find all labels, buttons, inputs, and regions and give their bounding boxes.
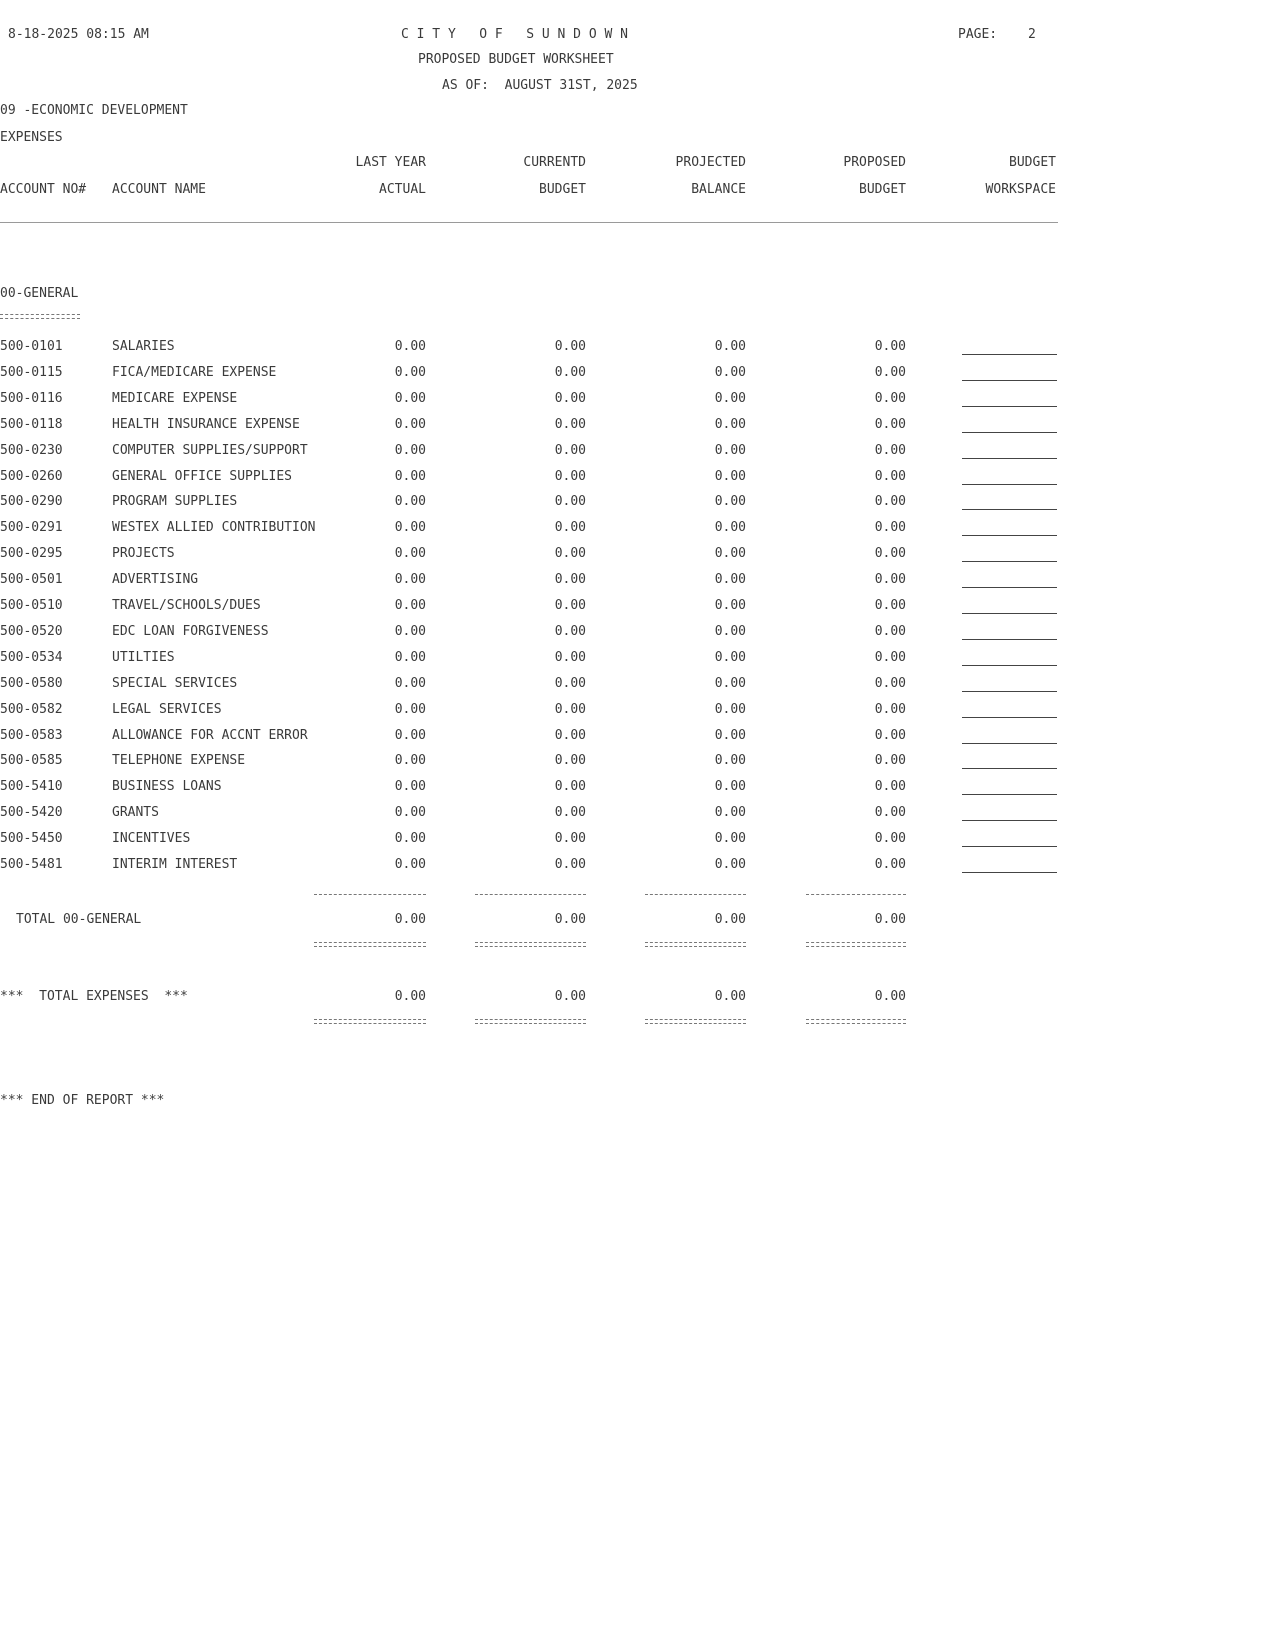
account-number: 500-0510 — [0, 598, 63, 613]
subtotal-rule-proposed — [806, 894, 906, 895]
grand-total-projected: 0.00 — [714, 989, 746, 1004]
col-header-account-no: ACCOUNT NO# — [0, 182, 87, 197]
last-year-actual: 0.00 — [394, 546, 426, 561]
workspace-entry-line[interactable] — [962, 406, 1057, 407]
account-number: 500-0582 — [0, 702, 63, 717]
section-name: EXPENSES — [0, 130, 63, 145]
proposed-budget: 0.00 — [874, 857, 906, 872]
header-divider — [0, 222, 1058, 223]
proposed-budget: 0.00 — [874, 572, 906, 587]
current-budget: 0.00 — [554, 857, 586, 872]
col-header-budget: BUDGET — [539, 182, 586, 197]
current-budget: 0.00 — [554, 494, 586, 509]
projected-balance: 0.00 — [714, 391, 746, 406]
projected-balance: 0.00 — [714, 624, 746, 639]
last-year-actual: 0.00 — [394, 753, 426, 768]
report-title: PROPOSED BUDGET WORKSHEET — [418, 52, 614, 67]
account-name: COMPUTER SUPPLIES/SUPPORT — [112, 443, 308, 458]
proposed-budget: 0.00 — [874, 443, 906, 458]
account-number: 500-0115 — [0, 365, 63, 380]
current-budget: 0.00 — [554, 624, 586, 639]
account-number: 500-5420 — [0, 805, 63, 820]
proposed-budget: 0.00 — [874, 339, 906, 354]
last-year-actual: 0.00 — [394, 572, 426, 587]
grand-total-rule-projected — [645, 1019, 746, 1024]
current-budget: 0.00 — [554, 753, 586, 768]
account-name: ADVERTISING — [112, 572, 199, 587]
grand-total-last-year: 0.00 — [394, 989, 426, 1004]
projected-balance: 0.00 — [714, 728, 746, 743]
last-year-actual: 0.00 — [394, 831, 426, 846]
workspace-entry-line[interactable] — [962, 768, 1057, 769]
last-year-actual: 0.00 — [394, 443, 426, 458]
workspace-entry-line[interactable] — [962, 665, 1057, 666]
group-total-current: 0.00 — [554, 912, 586, 927]
projected-balance: 0.00 — [714, 753, 746, 768]
account-name: GENERAL OFFICE SUPPLIES — [112, 469, 293, 484]
group-underline — [0, 314, 80, 319]
proposed-budget: 0.00 — [874, 676, 906, 691]
subtotal-rule-projected — [645, 894, 746, 895]
workspace-entry-line[interactable] — [962, 432, 1057, 433]
workspace-entry-line[interactable] — [962, 484, 1057, 485]
account-name: FICA/MEDICARE EXPENSE — [112, 365, 277, 380]
group-total-rule-projected — [645, 942, 746, 947]
group-total-last-year: 0.00 — [394, 912, 426, 927]
current-budget: 0.00 — [554, 650, 586, 665]
current-budget: 0.00 — [554, 339, 586, 354]
projected-balance: 0.00 — [714, 779, 746, 794]
current-budget: 0.00 — [554, 469, 586, 484]
current-budget: 0.00 — [554, 831, 586, 846]
col-header-workspace: BUDGET — [1009, 155, 1056, 170]
last-year-actual: 0.00 — [394, 598, 426, 613]
group-total-label: TOTAL 00-GENERAL — [16, 912, 142, 927]
workspace-entry-line[interactable] — [962, 509, 1057, 510]
workspace-entry-line[interactable] — [962, 613, 1057, 614]
department-name: 09 -ECONOMIC DEVELOPMENT — [0, 103, 188, 118]
account-name: TRAVEL/SCHOOLS/DUES — [112, 598, 261, 613]
account-name: PROJECTS — [112, 546, 175, 561]
last-year-actual: 0.00 — [394, 391, 426, 406]
grand-total-label: *** TOTAL EXPENSES *** — [0, 989, 188, 1004]
col-header-balance: BALANCE — [691, 182, 746, 197]
current-budget: 0.00 — [554, 443, 586, 458]
proposed-budget: 0.00 — [874, 391, 906, 406]
proposed-budget: 0.00 — [874, 805, 906, 820]
projected-balance: 0.00 — [714, 676, 746, 691]
account-name: SALARIES — [112, 339, 175, 354]
proposed-budget: 0.00 — [874, 598, 906, 613]
projected-balance: 0.00 — [714, 572, 746, 587]
current-budget: 0.00 — [554, 805, 586, 820]
account-number: 500-0230 — [0, 443, 63, 458]
col-header-proposed-budget: BUDGET — [859, 182, 906, 197]
col-header-workspace-2: WORKSPACE — [985, 182, 1056, 197]
proposed-budget: 0.00 — [874, 469, 906, 484]
col-header-projected: PROJECTED — [675, 155, 746, 170]
account-name: UTILTIES — [112, 650, 175, 665]
workspace-entry-line[interactable] — [962, 717, 1057, 718]
account-number: 500-0585 — [0, 753, 63, 768]
last-year-actual: 0.00 — [394, 650, 426, 665]
current-budget: 0.00 — [554, 365, 586, 380]
projected-balance: 0.00 — [714, 598, 746, 613]
group-total-rule-last-year — [314, 942, 426, 947]
grand-total-rule-current — [475, 1019, 586, 1024]
col-header-proposed: PROPOSED — [843, 155, 906, 170]
proposed-budget: 0.00 — [874, 520, 906, 535]
last-year-actual: 0.00 — [394, 339, 426, 354]
subtotal-rule-last-year — [314, 894, 426, 895]
projected-balance: 0.00 — [714, 365, 746, 380]
account-number: 500-0101 — [0, 339, 63, 354]
account-number: 500-0295 — [0, 546, 63, 561]
account-name: HEALTH INSURANCE EXPENSE — [112, 417, 300, 432]
proposed-budget: 0.00 — [874, 831, 906, 846]
proposed-budget: 0.00 — [874, 753, 906, 768]
last-year-actual: 0.00 — [394, 676, 426, 691]
account-number: 500-0290 — [0, 494, 63, 509]
last-year-actual: 0.00 — [394, 520, 426, 535]
page-number: 2 — [1028, 27, 1036, 42]
current-budget: 0.00 — [554, 728, 586, 743]
current-budget: 0.00 — [554, 572, 586, 587]
projected-balance: 0.00 — [714, 857, 746, 872]
last-year-actual: 0.00 — [394, 805, 426, 820]
workspace-entry-line[interactable] — [962, 561, 1057, 562]
col-header-current: CURRENTD — [523, 155, 586, 170]
col-header-account-name: ACCOUNT NAME — [112, 182, 206, 197]
current-budget: 0.00 — [554, 702, 586, 717]
workspace-entry-line[interactable] — [962, 846, 1057, 847]
account-name: INCENTIVES — [112, 831, 191, 846]
projected-balance: 0.00 — [714, 650, 746, 665]
proposed-budget: 0.00 — [874, 702, 906, 717]
proposed-budget: 0.00 — [874, 546, 906, 561]
account-number: 500-0534 — [0, 650, 63, 665]
end-of-report: *** END OF REPORT *** — [0, 1093, 165, 1108]
workspace-entry-line[interactable] — [962, 794, 1057, 795]
account-number: 500-5450 — [0, 831, 63, 846]
account-name: BUSINESS LOANS — [112, 779, 222, 794]
account-name: EDC LOAN FORGIVENESS — [112, 624, 269, 639]
col-header-last-year: LAST YEAR — [355, 155, 426, 170]
account-name: PROGRAM SUPPLIES — [112, 494, 238, 509]
projected-balance: 0.00 — [714, 494, 746, 509]
current-budget: 0.00 — [554, 417, 586, 432]
proposed-budget: 0.00 — [874, 728, 906, 743]
workspace-entry-line[interactable] — [962, 639, 1057, 640]
grand-total-rule-last-year — [314, 1019, 426, 1024]
account-name: ALLOWANCE FOR ACCNT ERROR — [112, 728, 308, 743]
col-header-actual: ACTUAL — [379, 182, 426, 197]
subtotal-rule-current — [475, 894, 586, 895]
workspace-entry-line[interactable] — [962, 872, 1057, 873]
proposed-budget: 0.00 — [874, 417, 906, 432]
account-number: 500-5410 — [0, 779, 63, 794]
last-year-actual: 0.00 — [394, 365, 426, 380]
account-number: 500-0583 — [0, 728, 63, 743]
projected-balance: 0.00 — [714, 702, 746, 717]
workspace-entry-line[interactable] — [962, 458, 1057, 459]
current-budget: 0.00 — [554, 779, 586, 794]
grand-total-proposed: 0.00 — [874, 989, 906, 1004]
current-budget: 0.00 — [554, 676, 586, 691]
current-budget: 0.00 — [554, 520, 586, 535]
proposed-budget: 0.00 — [874, 624, 906, 639]
last-year-actual: 0.00 — [394, 624, 426, 639]
last-year-actual: 0.00 — [394, 702, 426, 717]
grand-total-current: 0.00 — [554, 989, 586, 1004]
grand-total-rule-proposed — [806, 1019, 906, 1024]
account-name: GRANTS — [112, 805, 159, 820]
last-year-actual: 0.00 — [394, 417, 426, 432]
projected-balance: 0.00 — [714, 469, 746, 484]
account-number: 500-0501 — [0, 572, 63, 587]
group-total-rule-current — [475, 942, 586, 947]
account-number: 500-0580 — [0, 676, 63, 691]
report-datetime: 8-18-2025 08:15 AM — [8, 27, 149, 42]
current-budget: 0.00 — [554, 546, 586, 561]
workspace-entry-line[interactable] — [962, 820, 1057, 821]
projected-balance: 0.00 — [714, 417, 746, 432]
projected-balance: 0.00 — [714, 520, 746, 535]
workspace-entry-line[interactable] — [962, 691, 1057, 692]
account-number: 500-0116 — [0, 391, 63, 406]
projected-balance: 0.00 — [714, 443, 746, 458]
projected-balance: 0.00 — [714, 339, 746, 354]
last-year-actual: 0.00 — [394, 857, 426, 872]
workspace-entry-line[interactable] — [962, 380, 1057, 381]
last-year-actual: 0.00 — [394, 728, 426, 743]
proposed-budget: 0.00 — [874, 650, 906, 665]
workspace-entry-line[interactable] — [962, 354, 1057, 355]
proposed-budget: 0.00 — [874, 494, 906, 509]
last-year-actual: 0.00 — [394, 779, 426, 794]
last-year-actual: 0.00 — [394, 494, 426, 509]
proposed-budget: 0.00 — [874, 779, 906, 794]
projected-balance: 0.00 — [714, 546, 746, 561]
projected-balance: 0.00 — [714, 805, 746, 820]
account-name: SPECIAL SERVICES — [112, 676, 238, 691]
last-year-actual: 0.00 — [394, 469, 426, 484]
account-number: 500-0291 — [0, 520, 63, 535]
page-label: PAGE: — [958, 27, 998, 42]
account-number: 500-0260 — [0, 469, 63, 484]
current-budget: 0.00 — [554, 598, 586, 613]
as-of-date: AS OF: AUGUST 31ST, 2025 — [442, 78, 638, 93]
workspace-entry-line[interactable] — [962, 743, 1057, 744]
group-total-proposed: 0.00 — [874, 912, 906, 927]
group-total-rule-proposed — [806, 942, 906, 947]
account-name: WESTEX ALLIED CONTRIBUTION — [112, 520, 316, 535]
account-name: TELEPHONE EXPENSE — [112, 753, 246, 768]
account-number: 500-5481 — [0, 857, 63, 872]
account-name: LEGAL SERVICES — [112, 702, 222, 717]
account-name: MEDICARE EXPENSE — [112, 391, 238, 406]
group-name: 00-GENERAL — [0, 286, 79, 301]
account-name: INTERIM INTEREST — [112, 857, 238, 872]
city-name: C I T Y O F S U N D O W N — [401, 27, 628, 42]
current-budget: 0.00 — [554, 391, 586, 406]
workspace-entry-line[interactable] — [962, 535, 1057, 536]
account-number: 500-0118 — [0, 417, 63, 432]
account-number: 500-0520 — [0, 624, 63, 639]
proposed-budget: 0.00 — [874, 365, 906, 380]
workspace-entry-line[interactable] — [962, 587, 1057, 588]
projected-balance: 0.00 — [714, 831, 746, 846]
group-total-projected: 0.00 — [714, 912, 746, 927]
